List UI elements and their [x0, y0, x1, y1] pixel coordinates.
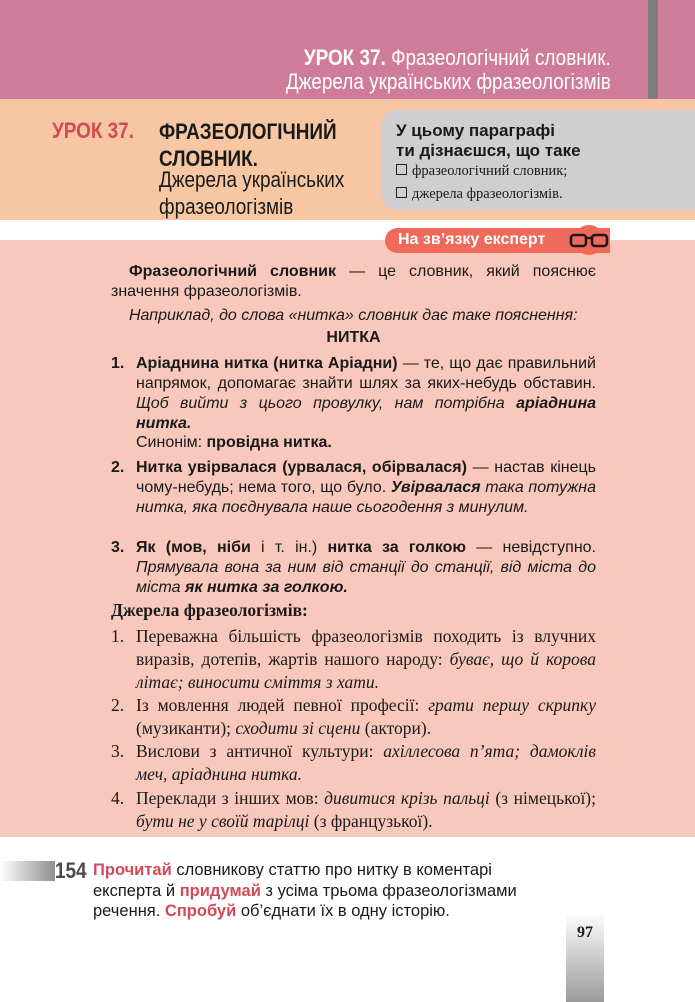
entry-definition: — те, що дає правильний напрямок, допомагає знайти шлях за яких-небудь обставин. [136, 355, 596, 392]
entry-number: 1. [111, 355, 125, 372]
entry-example-phrase: аріаднина нитка. [136, 395, 596, 432]
synonym [136, 434, 332, 452]
learn-heading [396, 121, 581, 161]
source-text: (музиканти); [136, 718, 236, 738]
source-text: (з французької). [309, 811, 433, 831]
page-number: 97 [577, 924, 593, 941]
lesson-subtitle-line2: фразеологізмів [159, 194, 294, 219]
exercise-task [93, 860, 561, 922]
exercise-marker [0, 861, 55, 881]
entry-example: Прямувала вона за ним від станції до станції, від міста до міста [136, 559, 596, 596]
entry-phrase: Як (мов, ніби [136, 539, 251, 556]
source-example: грати першу скрипку [428, 695, 596, 715]
source-example: буває, що й корова літає; виносити сміття з хати. [136, 649, 596, 692]
checkbox-icon [396, 187, 407, 198]
running-header-lesson: УРОК 37. [304, 45, 387, 70]
source-text: Вислови з античної культури: [136, 741, 384, 761]
source-example: ахіллесова п’ята; дамоклів меч, аріаднина нитка. [136, 741, 596, 784]
running-header-subtitle: Джерела українських фразеологізмів [286, 69, 611, 94]
entry-example: така потужна нитка, яка поєднувала наше сьогодення з минулим. [136, 479, 596, 516]
lesson-title-line1: ФРАЗЕОЛОГІЧНИЙ [159, 119, 337, 144]
source-text: Переважна більшість фразеологізмів походить із влучних виразів, дотепів, жартів нашого народу: [136, 626, 596, 669]
source-text: Із мовлення людей певної професії: [136, 695, 429, 715]
definition-text: — це словник, який пояснює значення фразеологізмів. [111, 263, 596, 300]
entry-2 [111, 458, 596, 518]
source-example: бути не у своїй тарілці [136, 811, 310, 831]
learn-item [396, 163, 567, 180]
expert-label: На зв’язку експерт [398, 231, 546, 248]
running-header-title: Фразеологічний словник. [391, 45, 611, 70]
learn-heading-line1: У цьому параграфі [396, 121, 555, 140]
task-verb: Спробуй [164, 902, 237, 920]
header-stripe [648, 0, 658, 99]
task-text: об’єднати їх в одну історію. [236, 902, 450, 920]
entry-example-phrase: як нитка за голкою. [185, 579, 348, 596]
source-2 [111, 694, 596, 740]
learn-item-text: фразеологічний словник; [412, 163, 568, 179]
sources-heading: Джерела фразеологізмів: [111, 600, 308, 620]
entry-number: 2. [111, 459, 125, 476]
glasses-icon [566, 224, 612, 256]
entry-example: Щоб вийти з цього провулку, нам потрібна [136, 395, 517, 412]
task-verb: Прочитай [93, 861, 172, 879]
exercise-number: 154 [55, 858, 87, 883]
source-number: 3. [111, 741, 125, 761]
lesson-title [159, 118, 337, 172]
entry-phrase-note: і т. ін.) [250, 539, 328, 556]
source-text: (актори). [360, 718, 432, 738]
example-intro [111, 306, 596, 326]
definition-term: Фразеологічний словник [129, 263, 337, 280]
learn-item-text: джерела фразеологізмів. [412, 186, 563, 202]
source-number: 4. [111, 788, 125, 808]
source-1 [111, 625, 596, 694]
entry-phrase: Нитка увірвалася (урвалася, обірвалася) [136, 459, 467, 476]
entry-definition: — невідступно. [466, 539, 596, 556]
entry-phrase: нитка за голкою [327, 539, 467, 556]
source-text: Переклади з інших мов: [136, 788, 325, 808]
checkbox-icon [396, 164, 407, 175]
running-header [286, 46, 611, 94]
source-example: сходити зі сцени [235, 718, 361, 738]
source-4 [111, 787, 596, 833]
example-intro-text: Наприклад, до слова «нитка» словник дає таке пояснення: [129, 307, 578, 324]
learn-heading-line2: ти дізнаєшся, що таке [396, 141, 581, 160]
lesson-title-line2: СЛОВНИК. [159, 146, 258, 171]
entry-phrase: Аріаднина нитка (нитка Аріадни) [136, 355, 398, 372]
entry-definition: — настав кінець чому-небудь; нема того, що було. [136, 459, 596, 496]
entry-example-phrase: Увірвалася [390, 479, 481, 496]
synonym-label: Синонім: [136, 434, 207, 451]
synonym-value: провідна нитка. [206, 434, 332, 451]
source-number: 1. [111, 626, 125, 646]
task-text: словникову статтю про нитку в коментарі експерта й [93, 861, 492, 900]
task-text: з усіма трьома фразеологізмами речення. [93, 881, 517, 920]
headword: НИТКА [326, 329, 381, 346]
lesson-subtitle-line1: Джерела українських [159, 167, 345, 192]
entry-number: 3. [111, 539, 125, 556]
task-verb: придумай [179, 881, 261, 900]
lesson-number: УРОК 37. [52, 118, 134, 143]
learn-item [396, 186, 563, 203]
source-3 [111, 740, 596, 786]
definition [111, 262, 596, 302]
source-text: (з німецької); [489, 788, 596, 808]
source-example: дивитися крізь пальці [324, 788, 490, 808]
entry-1 [111, 354, 596, 434]
lesson-subtitle [159, 166, 344, 220]
entry-3 [111, 538, 596, 598]
source-number: 2. [111, 695, 125, 715]
